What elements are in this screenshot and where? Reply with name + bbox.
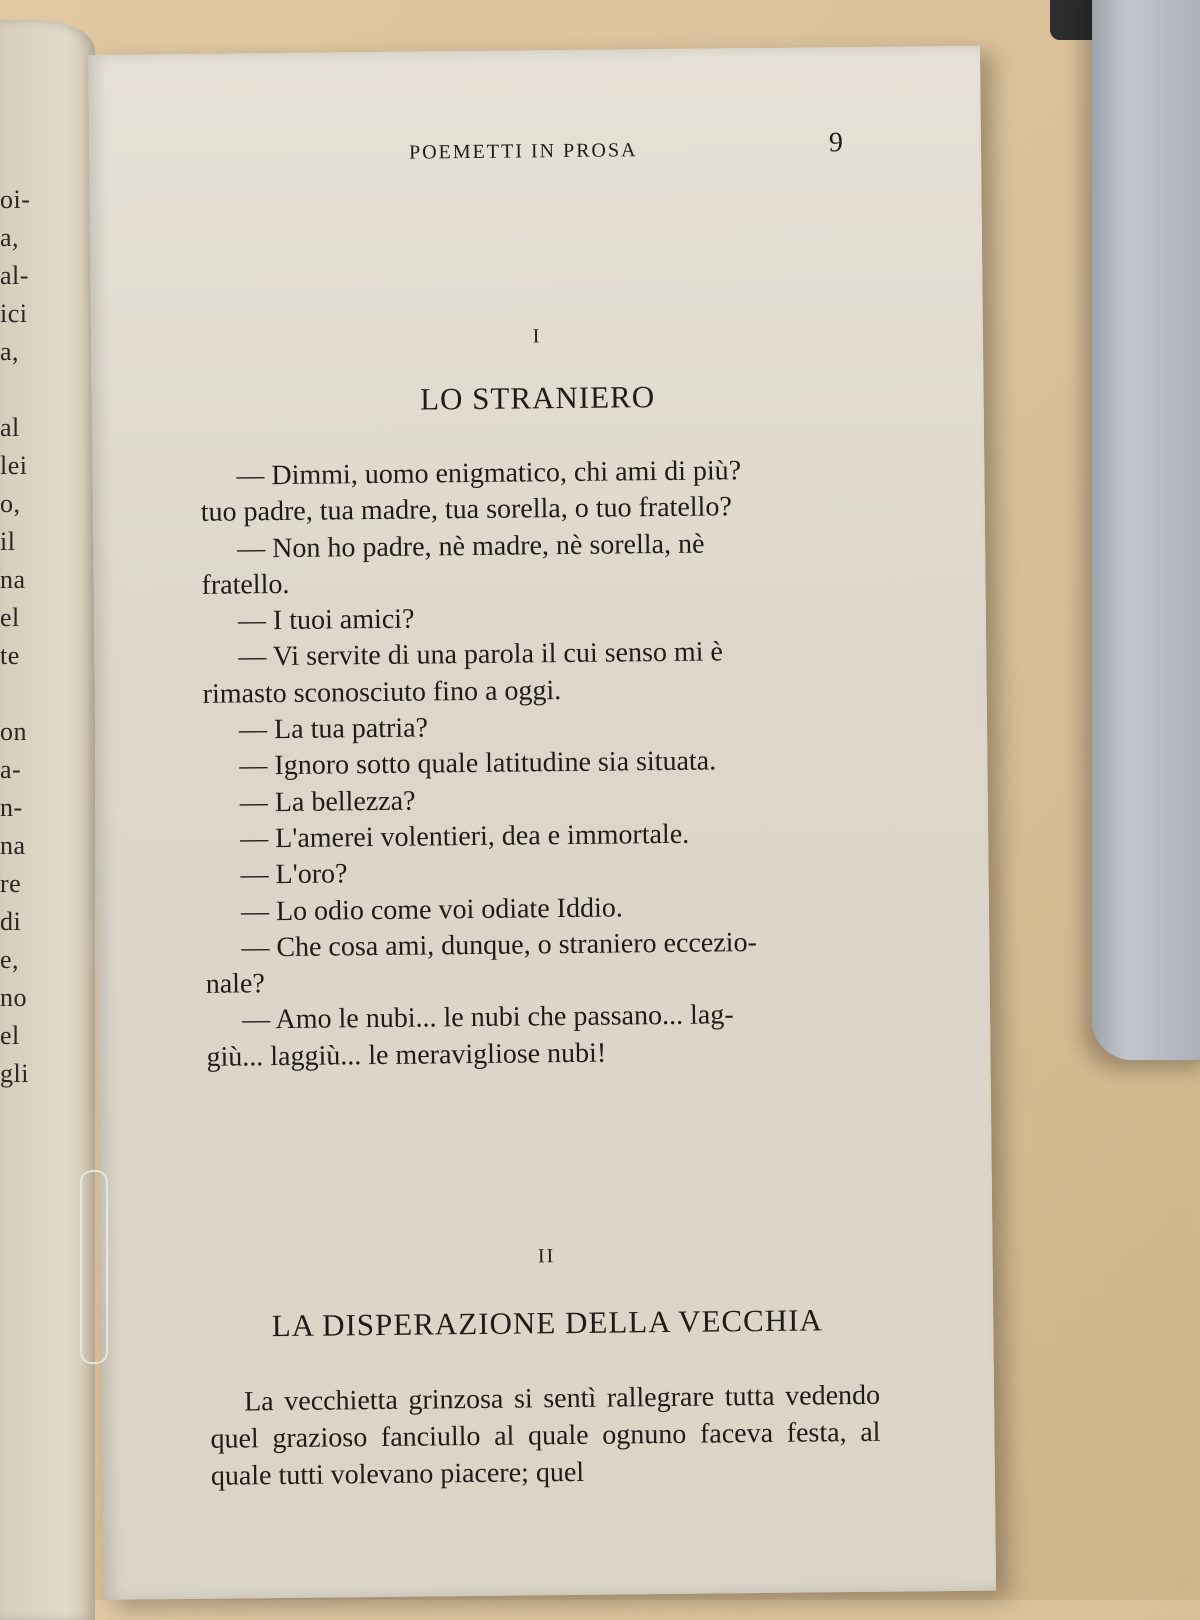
left-page-fragment: oi-	[0, 185, 31, 214]
left-page-fragment: on	[0, 717, 27, 746]
left-page-fragment: na	[0, 831, 26, 860]
left-page-fragment: el	[0, 603, 20, 632]
binding-thread	[80, 1170, 108, 1364]
running-head: POEMETTI IN PROSA	[408, 139, 638, 164]
dialogue-line: — Amo le nubi... le nubi che passano... lag-	[241, 999, 734, 1036]
left-page-fragment: el	[0, 1021, 20, 1050]
left-page-fragment: gli	[0, 1059, 29, 1088]
dialogue	[200, 452, 866, 1076]
left-page-fragment: n-	[0, 793, 23, 822]
dialogue-line: — Ignoro sotto quale latitudine sia situata.	[239, 745, 717, 782]
dialogue-line: fratello.	[201, 568, 290, 601]
laptop	[1092, 0, 1200, 1060]
left-page-fragment: al	[0, 413, 20, 442]
dialogue-line: — La tua patria?	[238, 712, 429, 746]
section-title: LO STRANIERO	[419, 379, 656, 417]
left-page	[0, 20, 95, 1620]
left-page-fragment: il	[0, 527, 16, 556]
book-page	[88, 46, 996, 1600]
dialogue-line: — Che cosa ami, dunque, o straniero eccezio-	[241, 926, 757, 964]
left-page-fragment: na	[0, 565, 26, 594]
section-text: La vecchietta grinzosa si sentì rallegrare tutta vedendo quel grazioso fanciullo al quale ognuno faceva festa, al quale tutti volevano piacere; quel	[210, 1379, 881, 1492]
left-page-fragment: a,	[0, 337, 20, 366]
dialogue-line: tuo padre, tua madre, tua sorella, o tuo fratello?	[200, 491, 732, 529]
left-page-fragment: re	[0, 869, 22, 898]
left-page-fragment: a,	[0, 223, 20, 252]
left-page-fragment: a-	[0, 755, 22, 784]
left-page-fragment: no	[0, 983, 27, 1012]
left-page-fragment: e,	[0, 945, 20, 974]
dialogue-line: — Dimmi, uomo enigmatico, chi ami di più?	[236, 455, 742, 492]
left-page-fragment: lei	[0, 451, 28, 480]
dialogue-line: — L'oro?	[240, 858, 348, 891]
dialogue-line: — L'amerei volentieri, dea e immortale.	[240, 818, 690, 855]
section-title: LA DISPERAZIONE DELLA VECCHIA	[271, 1302, 824, 1344]
left-page-fragment: te	[0, 641, 20, 670]
section-numeral: I	[532, 325, 542, 348]
dialogue-line: giù... laggiù... le meravigliose nubi!	[206, 1037, 607, 1073]
left-page-fragment: di	[0, 907, 22, 936]
dialogue-line: — La bellezza?	[239, 785, 416, 819]
dialogue-line: — Vi servite di una parola il cui senso mi è	[238, 636, 724, 673]
section-numeral: II	[537, 1245, 556, 1268]
page-number: 9	[828, 127, 844, 159]
left-page-fragment: o,	[0, 489, 21, 518]
dialogue-line: rimasto sconosciuto fino a oggi.	[202, 674, 562, 710]
dialogue-line: — Non ho padre, nè madre, nè sorella, nè	[237, 528, 705, 565]
left-page-fragment: al-	[0, 261, 29, 290]
left-page-fragment: ici	[0, 299, 28, 328]
dialogue-line: nale?	[205, 968, 265, 1000]
dialogue-line: — Lo odio come voi odiate Iddio.	[240, 892, 623, 928]
dialogue-line: — I tuoi amici?	[237, 603, 415, 637]
